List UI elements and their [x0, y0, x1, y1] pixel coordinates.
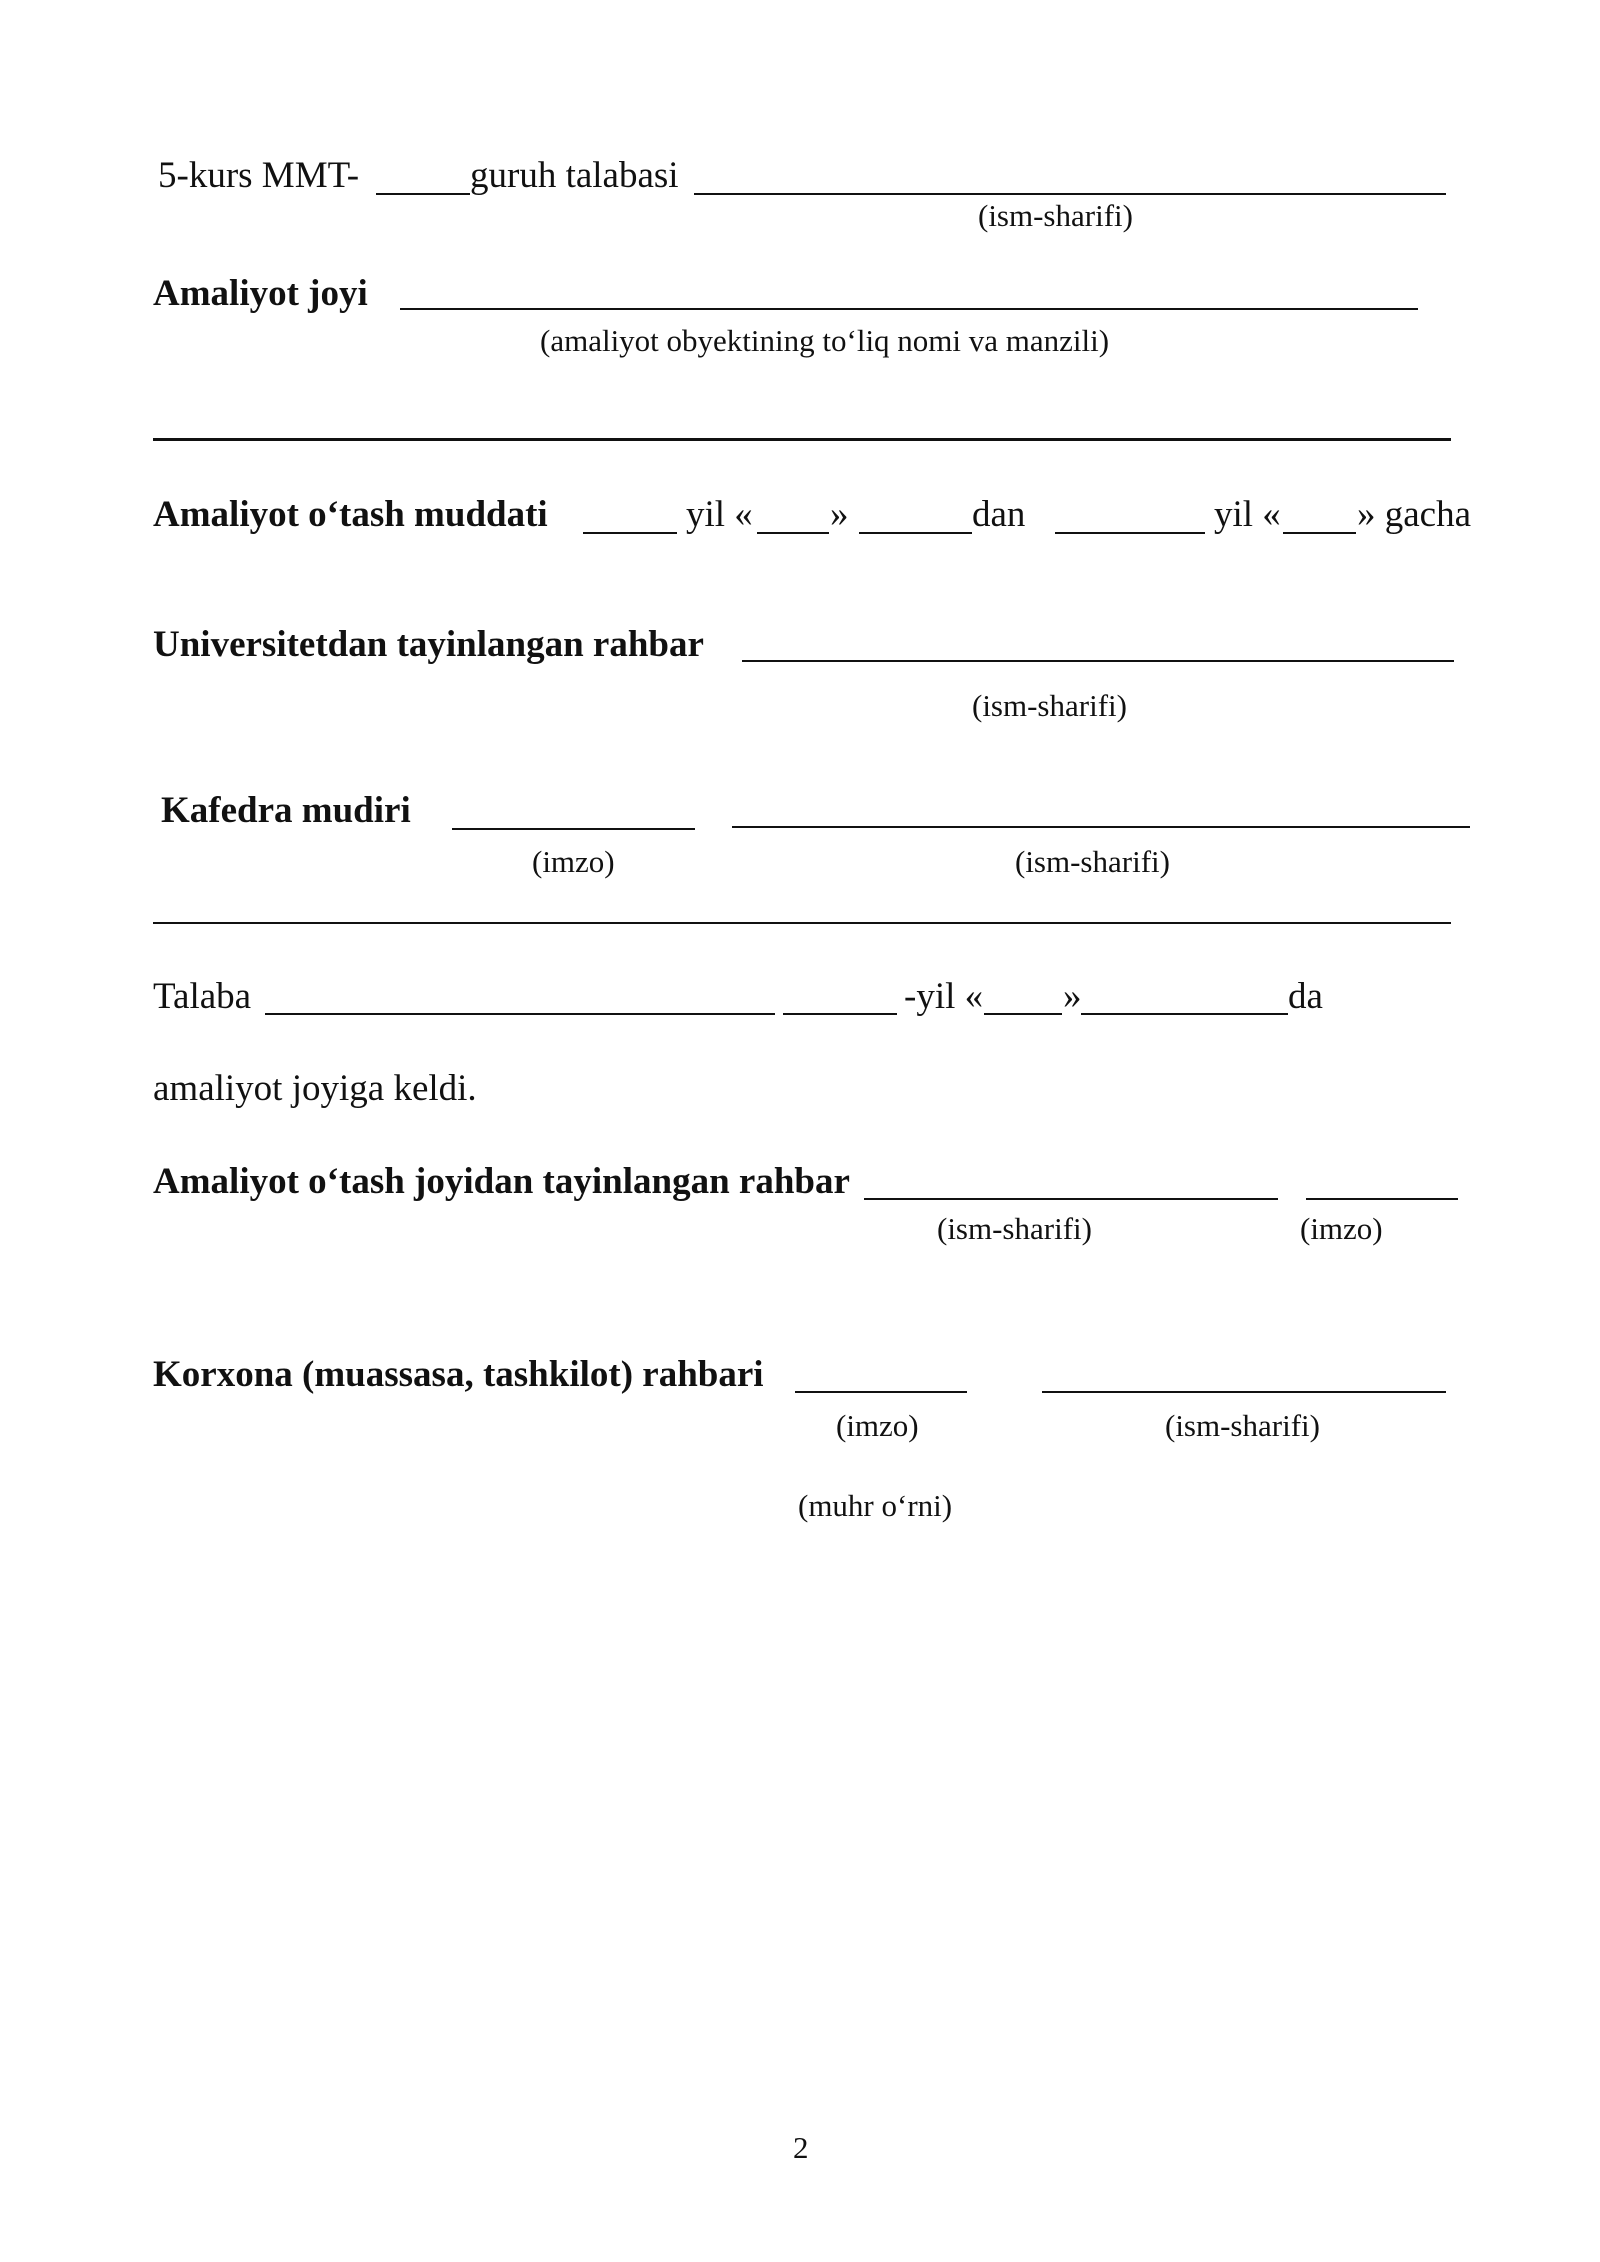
end-gacha-text: » gacha [1357, 494, 1472, 535]
start-year-text: yil « [686, 494, 753, 535]
start-dan-text: dan [972, 494, 1026, 535]
department-head-name-caption: (ism-sharifi) [1015, 844, 1170, 879]
course-group-prefix: 5-kurs MMT- [158, 155, 360, 196]
site-supervisor-signature-field[interactable] [1306, 1198, 1458, 1200]
group-number-field[interactable] [376, 193, 470, 195]
student-arrival-name-field[interactable] [265, 1013, 775, 1015]
department-head-signature-field[interactable] [452, 828, 695, 830]
university-supervisor-label: Universitetdan tayinlangan rahbar [153, 624, 704, 665]
arrival-day-field[interactable] [984, 1013, 1062, 1015]
department-head-label: Kafedra mudiri [161, 790, 411, 831]
page-number: 2 [793, 2130, 809, 2165]
department-head-name-field[interactable] [732, 826, 1470, 828]
enterprise-head-signature-caption: (imzo) [836, 1408, 919, 1443]
site-supervisor-name-caption: (ism-sharifi) [937, 1211, 1092, 1246]
arrived-at-place-text: amaliyot joyiga keldi. [153, 1068, 477, 1109]
enterprise-head-signature-field[interactable] [795, 1391, 967, 1393]
university-supervisor-caption: (ism-sharifi) [972, 688, 1127, 723]
arrival-da-text: da [1288, 976, 1323, 1017]
start-day-close: » [830, 494, 849, 535]
practice-place-extra-line[interactable] [153, 438, 1451, 441]
enterprise-head-label: Korxona (muassasa, tashkilot) rahbari [153, 1354, 764, 1395]
arrival-year-field[interactable] [783, 1013, 897, 1015]
student-label: Talaba [153, 976, 252, 1017]
university-supervisor-field[interactable] [742, 660, 1454, 662]
practice-period-label: Amaliyot o‘tash muddati [153, 494, 548, 535]
practice-place-field[interactable] [400, 308, 1418, 310]
student-name-caption: (ism-sharifi) [978, 198, 1133, 233]
section-divider [153, 922, 1451, 924]
practice-place-label: Amaliyot joyi [153, 273, 368, 314]
start-month-field[interactable] [859, 532, 972, 534]
end-year-text: yil « [1214, 494, 1281, 535]
site-supervisor-name-field[interactable] [864, 1198, 1278, 1200]
arrival-day-close: » [1063, 976, 1082, 1017]
site-supervisor-label: Amaliyot o‘tash joyidan tayinlangan rahbar [153, 1161, 850, 1202]
department-head-signature-caption: (imzo) [532, 844, 615, 879]
stamp-place-caption: (muhr o‘rni) [798, 1488, 953, 1523]
student-name-field[interactable] [694, 193, 1446, 195]
site-supervisor-signature-caption: (imzo) [1300, 1211, 1383, 1246]
arrival-year-text: -yil « [904, 976, 984, 1017]
end-year-field[interactable] [1055, 532, 1205, 534]
start-year-field[interactable] [583, 532, 677, 534]
start-day-field[interactable] [757, 532, 829, 534]
enterprise-head-name-caption: (ism-sharifi) [1165, 1408, 1320, 1443]
end-day-field[interactable] [1283, 532, 1356, 534]
arrival-month-field[interactable] [1081, 1013, 1288, 1015]
enterprise-head-name-field[interactable] [1042, 1391, 1446, 1393]
practice-place-caption: (amaliyot obyektining to‘liq nomi va manzili) [540, 323, 1110, 358]
group-student-label: guruh talabasi [470, 155, 679, 196]
